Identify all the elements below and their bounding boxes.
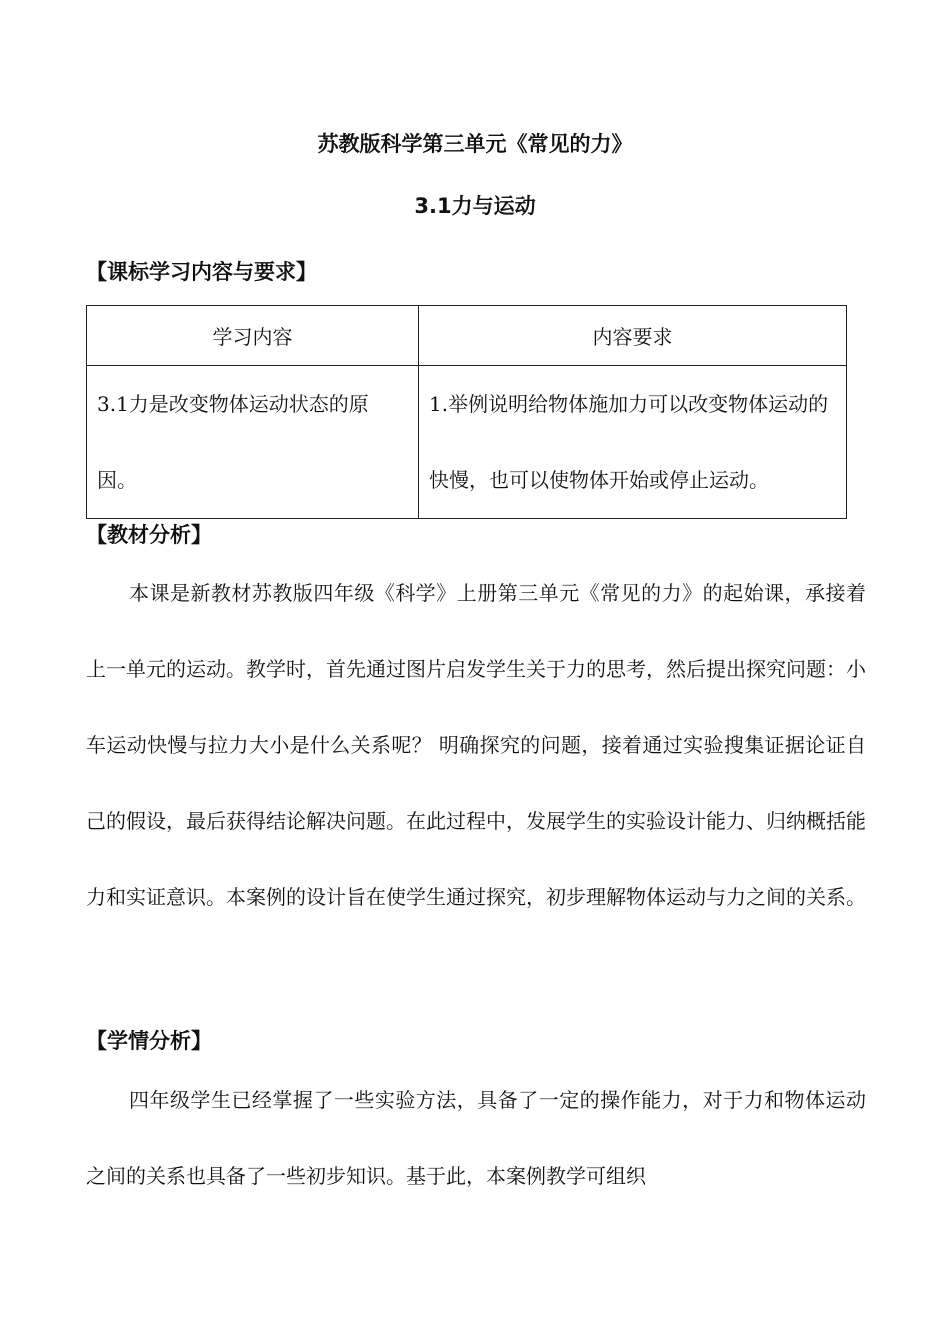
table-row <box>87 366 847 519</box>
table-cell-requirements: 1.举例说明给物体施加力可以改变物体运动的快慢，也可以使物体开始或停止运动。 <box>419 366 847 519</box>
table-header-requirements: 内容要求 <box>419 306 847 366</box>
document-title: 苏教版科学第三单元《常见的力》 <box>317 132 633 156</box>
learner-analysis-body: 四年级学生已经掌握了一些实验方法，具备了一定的操作能力，对于力和物体运动之间的关系也具备了一些初步知识。基于此，本案例教学可组织 <box>86 1088 866 1188</box>
lesson-title: 3.1力与运动 <box>414 194 536 218</box>
textbook-analysis-body: 本课是新教材苏教版四年级《科学》上册第三单元《常见的力》的起始课，承接着上一单元的运动。教学时，首先通过图片启发学生关于力的思考，然后提出探究问题：小车运动快慢与拉力大小是什么关系呢？ 明确探究的问题，接着通过实验搜集证据论证自己的假设，最后获得结论解决问题。在此过程中，发展学生的实验设计能力、归纳概括能力和实证意识。本案例的设计旨在使学生通过探究，初步理解物体运动与力之间的关系。 <box>86 581 866 909</box>
standards-table <box>86 305 847 519</box>
standards-heading: 【课标学习内容与要求】 <box>86 260 317 284</box>
table-header-content: 学习内容 <box>87 306 419 366</box>
table-cell-content: 3.1力是改变物体运动状态的原因。 <box>87 366 419 519</box>
learner-analysis-heading: 【学情分析】 <box>86 1029 212 1053</box>
textbook-analysis-heading: 【教材分析】 <box>86 523 212 547</box>
table-header-row <box>87 306 847 366</box>
